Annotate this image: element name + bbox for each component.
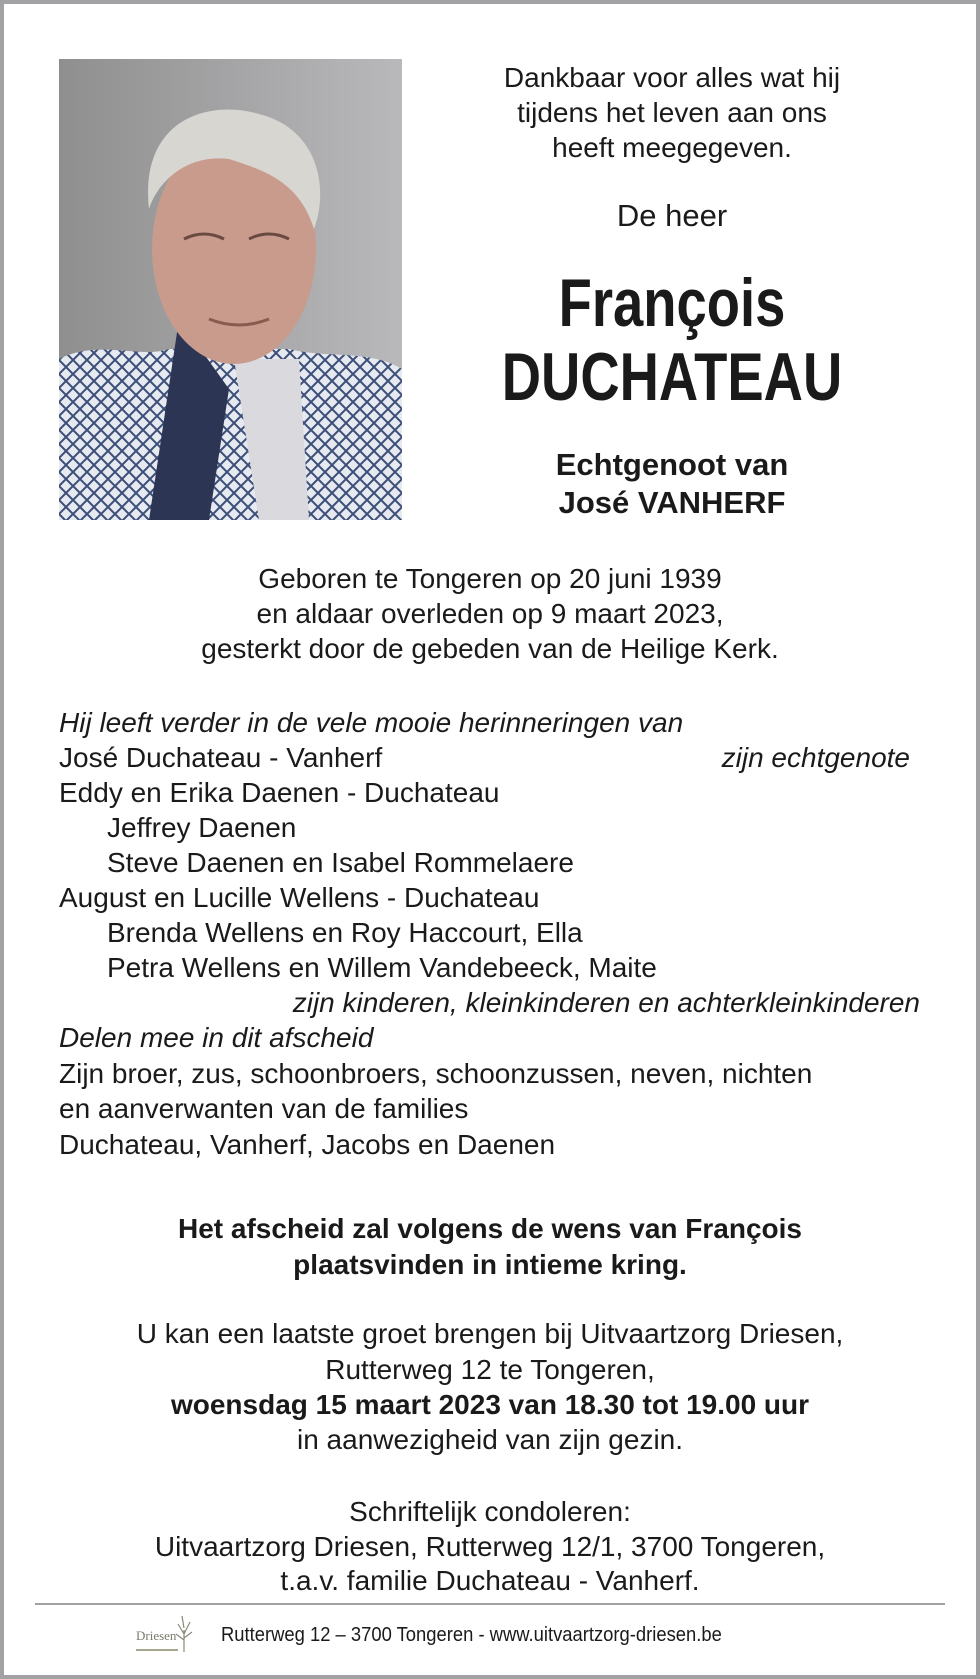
condolences-address: Uitvaartzorg Driesen, Rutterweg 12/1, 3700 Tongeren, [154,1531,826,1562]
family-member: August en Lucille Wellens - Duchateau [59,882,540,913]
title-prefix: De heer [616,198,728,233]
visit-datetime: woensdag 15 maart 2023 van 18.30 tot 19.00 uur [170,1389,810,1420]
birth-death-line: gesterkt door de gebeden van de Heilige Kerk. [201,633,779,664]
spouse-role: zijn echtgenote [721,742,910,773]
intro-line: tijdens het leven aan ons [517,97,827,128]
farewell-line: plaatsvinden in intieme kring. [293,1249,687,1280]
family-member: Brenda Wellens en Roy Haccourt, Ella [107,917,583,948]
portrait-photo [59,59,402,520]
svg-text:Driesen: Driesen [136,1628,177,1643]
visit-line: Rutterweg 12 te Tongeren, [325,1354,655,1385]
intro-line: heeft meegegeven. [552,132,792,163]
footer-address: Rutterweg 12 – 3700 Tongeren - www.uitvaartzorg-driesen.be [221,1624,722,1646]
driesen-logo [134,1612,200,1656]
last-name: DUCHATEAU [501,339,843,415]
spouse-name: José VANHERF [558,485,786,520]
relatives-line: en aanverwanten van de families [59,1093,469,1124]
birth-death-line: en aldaar overleden op 9 maart 2023, [256,598,724,629]
footer-divider [35,1603,945,1605]
relatives-line: Duchateau, Vanherf, Jacobs en Daenen [59,1129,556,1160]
condolences-attention: t.a.v. familie Duchateau - Vanherf. [280,1565,700,1596]
children-role: zijn kinderen, kleinkinderen en achterkleinkinderen [292,987,920,1018]
share-heading: Delen mee in dit afscheid [59,1022,374,1053]
family-member: Steve Daenen en Isabel Rommelaere [107,847,574,878]
relatives-line: Zijn broer, zus, schoonbroers, schoonzussen, neven, nichten [59,1058,813,1089]
family-heading: Hij leeft verder in de vele mooie herinneringen van [59,707,684,738]
farewell-line: Het afscheid zal volgens de wens van François [178,1213,802,1244]
condolences-heading: Schriftelijk condoleren: [349,1496,631,1527]
family-member: Eddy en Erika Daenen - Duchateau [59,777,500,808]
first-name: François [558,265,786,341]
family-member: Jeffrey Daenen [107,812,297,843]
intro-line: Dankbaar voor alles wat hij [503,62,841,93]
family-member: Petra Wellens en Willem Vandebeeck, Maite [107,952,657,983]
birth-death-line: Geboren te Tongeren op 20 juni 1939 [258,563,722,594]
spouse-family-name: José Duchateau - Vanherf [59,742,383,773]
spouse-label: Echtgenoot van [555,447,789,482]
visit-line: U kan een laatste groet brengen bij Uitvaartzorg Driesen, [136,1318,844,1349]
visit-line: in aanwezigheid van zijn gezin. [296,1424,684,1455]
